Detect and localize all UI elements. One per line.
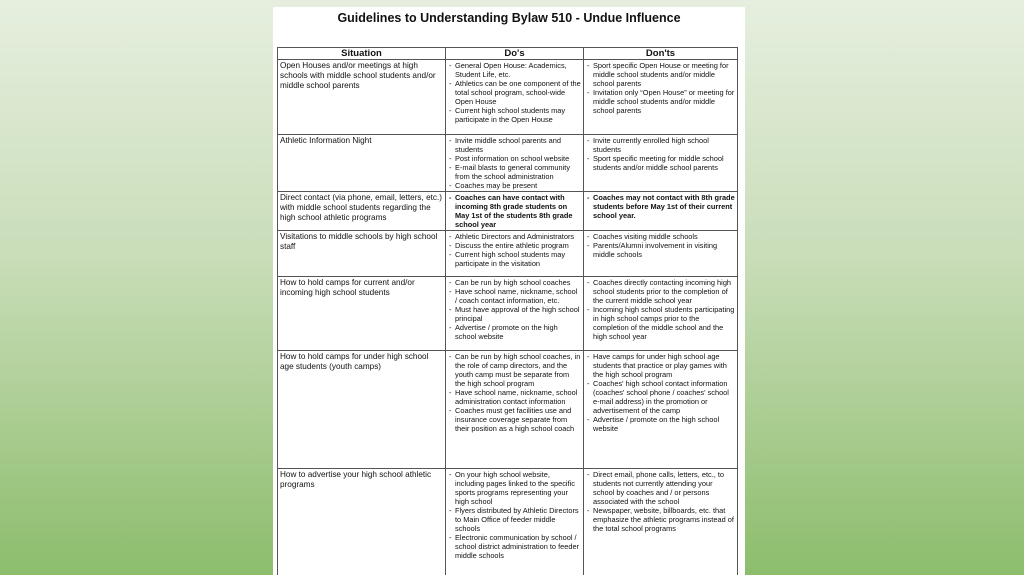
list-item: - Flyers distributed by Athletic Directors to Main Office of feeder middle schools <box>448 506 581 533</box>
document-title: Guidelines to Understanding Bylaw 510 - Undue Influence <box>337 11 681 25</box>
table-header-row <box>278 48 738 60</box>
list-item: - Invite middle school parents and students <box>448 136 581 154</box>
list-item: - Coaches may not contact with 8th grade students before May 1st of their current school year. <box>586 193 735 220</box>
column-header-dos: Do's <box>446 48 584 60</box>
dos-cell <box>446 351 584 469</box>
list-item: - Coaches directly contacting incoming high school students prior to the completion of the current middle school year <box>586 278 735 305</box>
donts-cell <box>584 277 738 351</box>
list-item: - Coaches can have contact with incoming 8th grade students on May 1st of the students 8th grade school year <box>448 193 581 229</box>
donts-list <box>586 61 735 115</box>
document-page <box>273 7 745 575</box>
dos-list <box>448 61 581 124</box>
list-item: - On your high school website, including pages linked to the specific sports programs representing your high school <box>448 470 581 506</box>
donts-cell <box>584 231 738 277</box>
list-item: - Coaches must get facilities use and insurance coverage separate from their position as a high school coach <box>448 406 581 433</box>
donts-cell <box>584 192 738 231</box>
table-body <box>278 60 738 575</box>
donts-cell <box>584 135 738 192</box>
list-item: - Discuss the entire athletic program <box>448 241 581 250</box>
list-item: - Have school name, nickname, school / coach contact information, etc. <box>448 287 581 305</box>
list-item: - Coaches may be present <box>448 181 581 190</box>
list-item: - Post information on school website <box>448 154 581 163</box>
table-row <box>278 135 738 192</box>
table-row <box>278 469 738 575</box>
dos-list <box>448 232 581 268</box>
list-item: - Invite currently enrolled high school students <box>586 136 735 154</box>
list-item: - Athletics can be one component of the total school program, school-wide Open House <box>448 79 581 106</box>
list-item: - Invitation only “Open House” or meeting for middle school students and/or middle school parents <box>586 88 735 115</box>
donts-cell <box>584 351 738 469</box>
list-item: - Coaches visiting middle schools <box>586 232 735 241</box>
dos-cell <box>446 192 584 231</box>
donts-list <box>586 470 735 533</box>
list-item: - E-mail blasts to general community from the school administration <box>448 163 581 181</box>
list-item: - Sport specific meeting for middle school students and/or middle school parents <box>586 154 735 172</box>
list-item: - Direct email, phone calls, letters, etc., to students not currently attending your school by coaches and / or persons associated with the school <box>586 470 735 506</box>
dos-list <box>448 136 581 190</box>
list-item: - Must have approval of the high school principal <box>448 305 581 323</box>
dos-list <box>448 470 581 560</box>
dos-list <box>448 278 581 341</box>
list-item: - Current high school students may participate in the visitation <box>448 250 581 268</box>
situation-cell: Direct contact (via phone, email, letters, etc.) with middle school students regarding the high school athletic programs <box>278 192 446 231</box>
donts-cell <box>584 469 738 575</box>
table-row <box>278 60 738 135</box>
dos-cell <box>446 60 584 135</box>
dos-cell <box>446 277 584 351</box>
list-item: - Newspaper, website, billboards, etc. that emphasize the athletic programs instead of the total school programs <box>586 506 735 533</box>
list-item: - Can be run by high school coaches <box>448 278 581 287</box>
column-header-donts: Don'ts <box>584 48 738 60</box>
situation-cell: Open Houses and/or meetings at high schools with middle school students and/or middle school parents <box>278 60 446 135</box>
list-item: - Have school name, nickname, school administration contact information <box>448 388 581 406</box>
dos-cell <box>446 135 584 192</box>
column-header-situation: Situation <box>278 48 446 60</box>
list-item: - Current high school students may participate in the Open House <box>448 106 581 124</box>
list-item: - Incoming high school students participating in high school camps prior to the completion of the middle school and the high school year <box>586 305 735 341</box>
list-item: - Have camps for under high school age students that practice or play games with the high school program <box>586 352 735 379</box>
list-item: - Coaches' high school contact information (coaches' school phone / coaches' school e-mail address) in the promotion or advertisement of the camp <box>586 379 735 415</box>
table-row <box>278 192 738 231</box>
list-item: - Parents/Alumni involvement in visiting middle schools <box>586 241 735 259</box>
guidelines-table <box>277 47 738 575</box>
list-item: - Can be run by high school coaches, in the role of camp directors, and the youth camp must be separate from the high school program <box>448 352 581 388</box>
situation-cell: How to hold camps for under high school age students (youth camps) <box>278 351 446 469</box>
situation-cell: Visitations to middle schools by high school staff <box>278 231 446 277</box>
list-item: - Electronic communication by school / school district administration to feeder middle schools <box>448 533 581 560</box>
donts-list <box>586 232 735 259</box>
list-item: - General Open House: Academics, Student Life, etc. <box>448 61 581 79</box>
donts-list <box>586 278 735 341</box>
situation-cell: How to hold camps for current and/or incoming high school students <box>278 277 446 351</box>
dos-cell <box>446 469 584 575</box>
list-item: - Advertise / promote on the high school website <box>586 415 735 433</box>
list-item: - Sport specific Open House or meeting for middle school students and/or middle school parents <box>586 61 735 88</box>
situation-cell: Athletic Information Night <box>278 135 446 192</box>
table-row <box>278 277 738 351</box>
list-item: - Advertise / promote on the high school website <box>448 323 581 341</box>
dos-list <box>448 193 581 229</box>
table-row <box>278 351 738 469</box>
situation-cell: How to advertise your high school athletic programs <box>278 469 446 575</box>
donts-list <box>586 136 735 172</box>
dos-list <box>448 352 581 433</box>
donts-list <box>586 352 735 433</box>
table-row <box>278 231 738 277</box>
donts-cell <box>584 60 738 135</box>
dos-cell <box>446 231 584 277</box>
list-item: - Athletic Directors and Administrators <box>448 232 581 241</box>
donts-list <box>586 193 735 220</box>
